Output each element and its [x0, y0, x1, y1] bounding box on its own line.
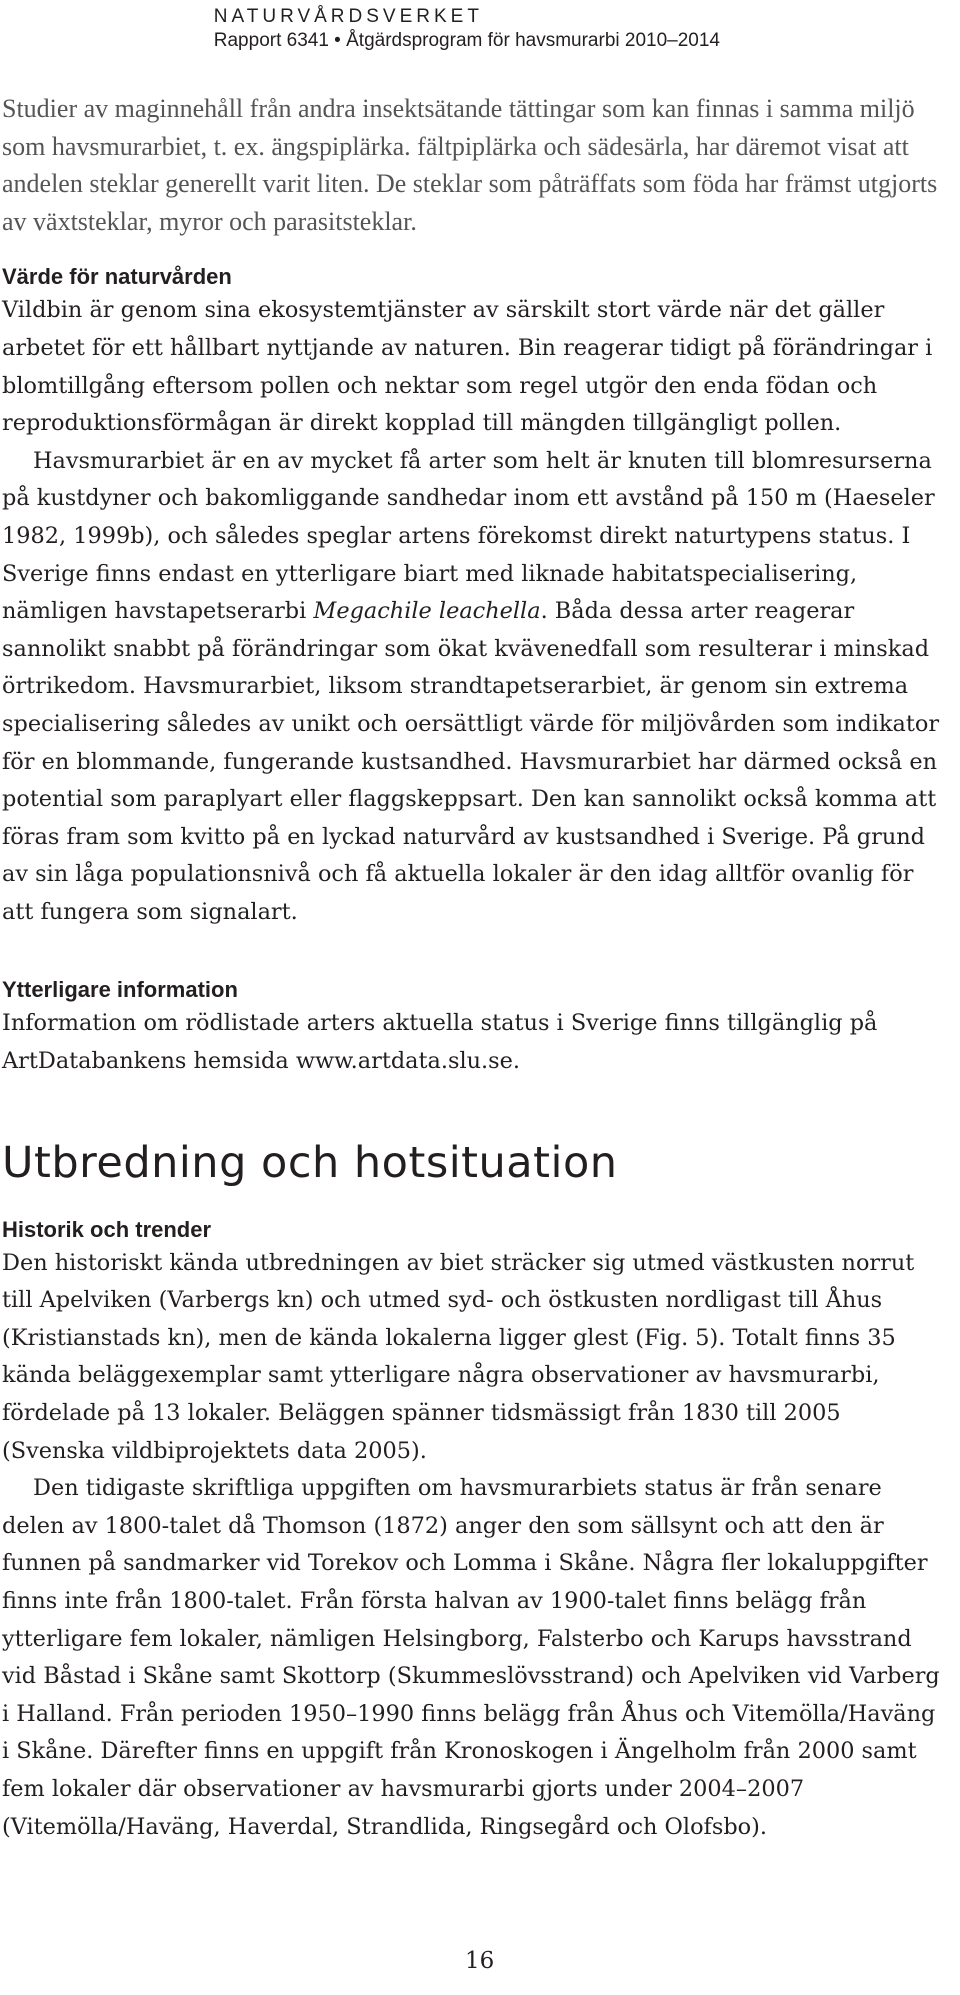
value-paragraph-2-end: . Båda dessa arter reagerar sannolikt snabbt på förändringar som ökat kvävenedfall som resulterar i minskad örtrikedom. Havsmurarbiet, liksom strandtapetserarbiet, är genom sin extrema specialisering således av unikt och oersättligt värde för miljövården som indikator för en blommande, fungerande kustsandhed. Havsmurarbiet har därmed också en potential som paraplyart eller flaggskeppsart. Den kan sannolikt också komma att föras fram som kvitto på en lyckad naturvård av kustsandhed i Sverige. På grund av sin låga populationsnivå och få aktuella lokaler är den idag alltför ovanlig för att fungera som signalart.	[2, 598, 940, 925]
value-paragraph-1: Vildbin är genom sina ekosystemtjänster av särskilt stort värde när det gäller arbetet för ett hållbart nyttjande av naturen. Bin reagerar tidigt på förändringar i blomtillgång eftersom pollen och nektar som regel utgör den enda födan och reproduktionsförmågan är direkt kopplad till mängden tillgängligt pollen.	[2, 297, 933, 437]
intro-paragraph: Studier av maginnehåll från andra insektsätande tättingar som kan finnas i samma miljö som havsmurarbiet, t. ex. ängspiplärka. fältpiplärka och sädesärla, har däremot visat att andelen steklar generellt varit liten. De steklar som påträffats som föda har främst utgjorts av växtsteklar, myror och parasitsteklar.	[2, 94, 938, 236]
value-paragraph-2	[2, 443, 947, 932]
page-header	[214, 6, 720, 52]
page-number: 16	[465, 1948, 495, 1974]
info-paragraph: Information om rödlistade arters aktuella status i Sverige finns tillgänglig på ArtDatabankens hemsida www.artdata.slu.se.	[2, 1010, 878, 1075]
section-heading-history: Historik och trender	[2, 1216, 212, 1242]
species-name: Megachile leachella	[313, 598, 541, 625]
page-content	[0, 90, 947, 1846]
section-heading-value: Värde för naturvården	[2, 264, 232, 290]
publisher-name: NATURVÅRDSVERKET	[213, 6, 483, 27]
history-paragraph-2: Den tidigaste skriftliga uppgiften om havsmurarbiets status är från senare delen av 1800-talet då Thomson (1872) anger den som sällsynt och att den är funnen på sandmarker vid Torekov och Lomma i Skåne. Några fler lokaluppgifter finns inte från 1800-talet. Från första halvan av 1900-talet finns belägg från ytterligare fem lokaler, nämligen Helsingborg, Falsterbo och Karups havsstrand vid Båstad i Skåne samt Skottorp (Skummeslövsstrand) och Apelviken vid Varberg i Halland. Från perioden 1950–1990 finns belägg från Åhus och Vitemölla/Haväng i Skåne. Därefter finns en uppgift från Kronoskogen i Ängelholm från 2000 samt fem lokaler där observationer av havsmurarbi gjorts under 2004–2007 (Vitemölla/Haväng, Haverdal, Strandlida, Ringsegård och Olofsbo).	[2, 1475, 940, 1840]
history-paragraph-1: Den historiskt kända utbredningen av biet sträcker sig utmed västkusten norrut till Apelviken (Varbergs kn) och utmed syd- och östkusten nordligast till Åhus (Kristianstads kn), men de kända lokalerna ligger glest (Fig. 5). Totalt finns 35 kända beläggexemplar samt ytterligare några observationer av havsmurarbi, fördelade på 13 lokaler. Beläggen spänner tidsmässigt från 1830 till 2005 (Svenska vildbiprojektets data 2005).	[2, 1249, 915, 1464]
report-title: Rapport 6341 • Åtgärdsprogram för havsmurarbi 2010–2014	[213, 30, 720, 51]
chapter-title: Utbredning och hotsituation	[2, 1137, 618, 1188]
value-paragraph-2-start: Havsmurarbiet är en av mycket få arter som helt är knuten till blomresurserna på kustdyner och bakomliggande sandhedar inom ett avstånd på 150 m (Haeseler 1982, 1999b), och således speglar artens förekomst direkt naturtypens status. I Sverige finns endast en ytterligare biart med liknade habitatspecialisering, nämligen havstapetserarbi	[2, 447, 935, 625]
section-heading-info: Ytterligare information	[2, 977, 238, 1003]
